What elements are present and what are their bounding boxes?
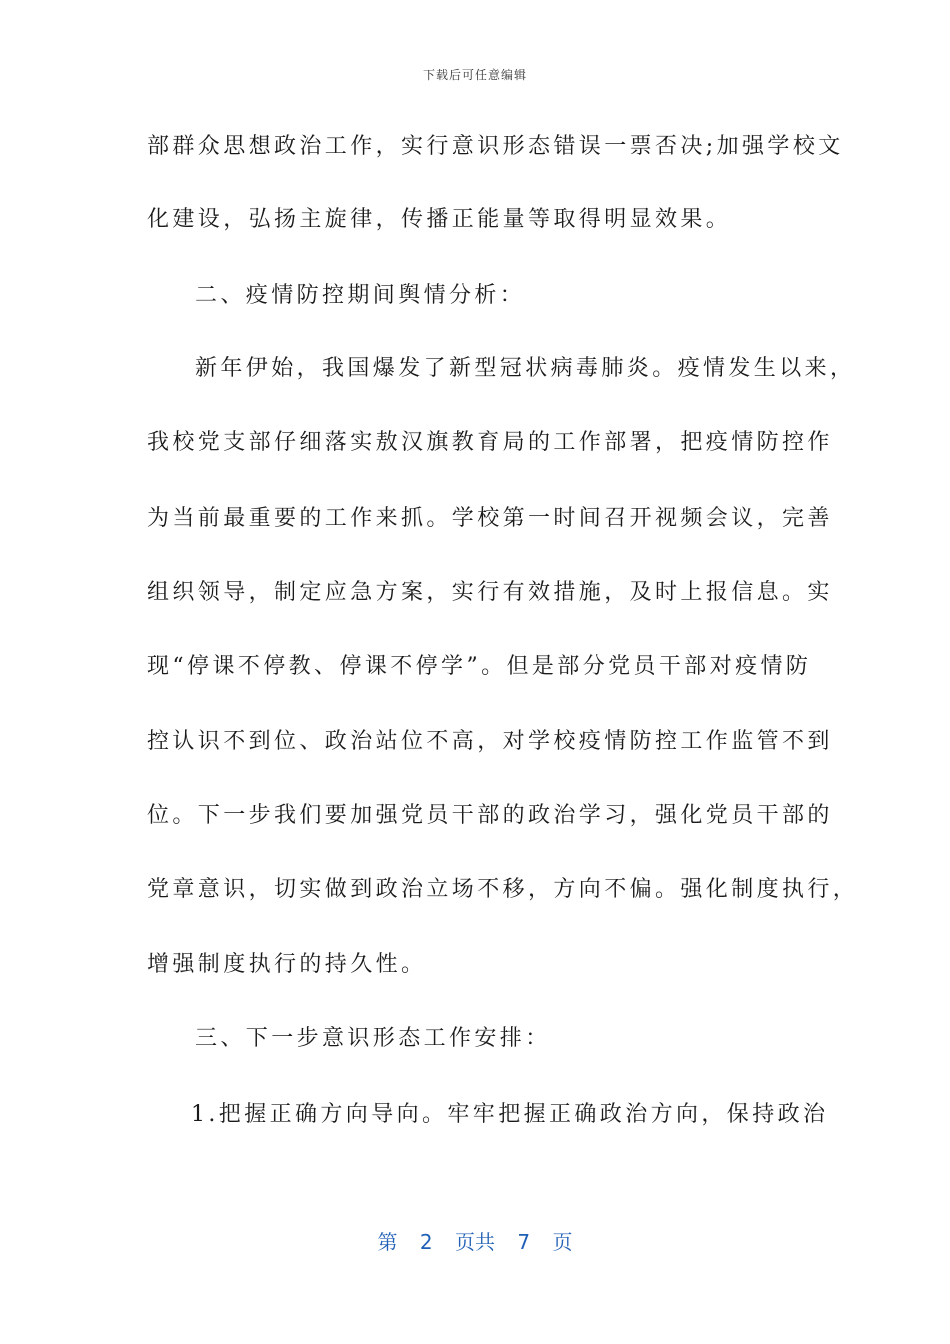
text-line: 我校党支部仔细落实敖汉旗教育局的工作部署，把疫情防控作 xyxy=(147,430,833,455)
footer-middle: 页共 xyxy=(455,1230,495,1254)
page-footer xyxy=(0,1226,950,1255)
text-line: 组织领导，制定应急方案，实行有效措施，及时上报信息。实 xyxy=(147,580,833,605)
total-page-count: 7 xyxy=(517,1230,531,1254)
text-line: 位。下一步我们要加强党员干部的政治学习，强化党员干部的 xyxy=(147,803,833,828)
text-line: 新年伊始，我国爆发了新型冠状病毒肺炎。疫情发生以来， xyxy=(195,356,856,381)
footer-suffix: 页 xyxy=(552,1230,573,1254)
section-heading: 二、疫情防控期间舆情分析： xyxy=(195,283,526,308)
text-line: 现“停课不停教、停课不停学”。但是部分党员干部对疫情防 xyxy=(147,654,812,679)
text-line: 增强制度执行的持久性。 xyxy=(147,952,427,977)
text-line: 化建设，弘扬主旋律，传播正能量等取得明显效果。 xyxy=(147,207,732,232)
text-line: 为当前最重要的工作来抓。学校第一时间召开视频会议，完善 xyxy=(147,506,833,531)
text-line: 部群众思想政治工作，实行意识形态错误一票否决;加强学校文 xyxy=(147,134,844,159)
text-line: 党章意识，切实做到政治立场不移，方向不偏。强化制度执行， xyxy=(147,877,859,902)
text-line: 控认识不到位、政治站位不高，对学校疫情防控工作监管不到 xyxy=(147,729,833,754)
current-page-number: 2 xyxy=(419,1230,433,1254)
list-item: 1.把握正确方向导向。牢牢把握正确政治方向，保持政治 xyxy=(191,1102,829,1127)
page-header-note: 下载后可任意编辑 xyxy=(422,68,527,82)
section-heading: 三、下一步意识形态工作安排： xyxy=(195,1026,551,1051)
footer-prefix: 第 xyxy=(377,1230,398,1254)
